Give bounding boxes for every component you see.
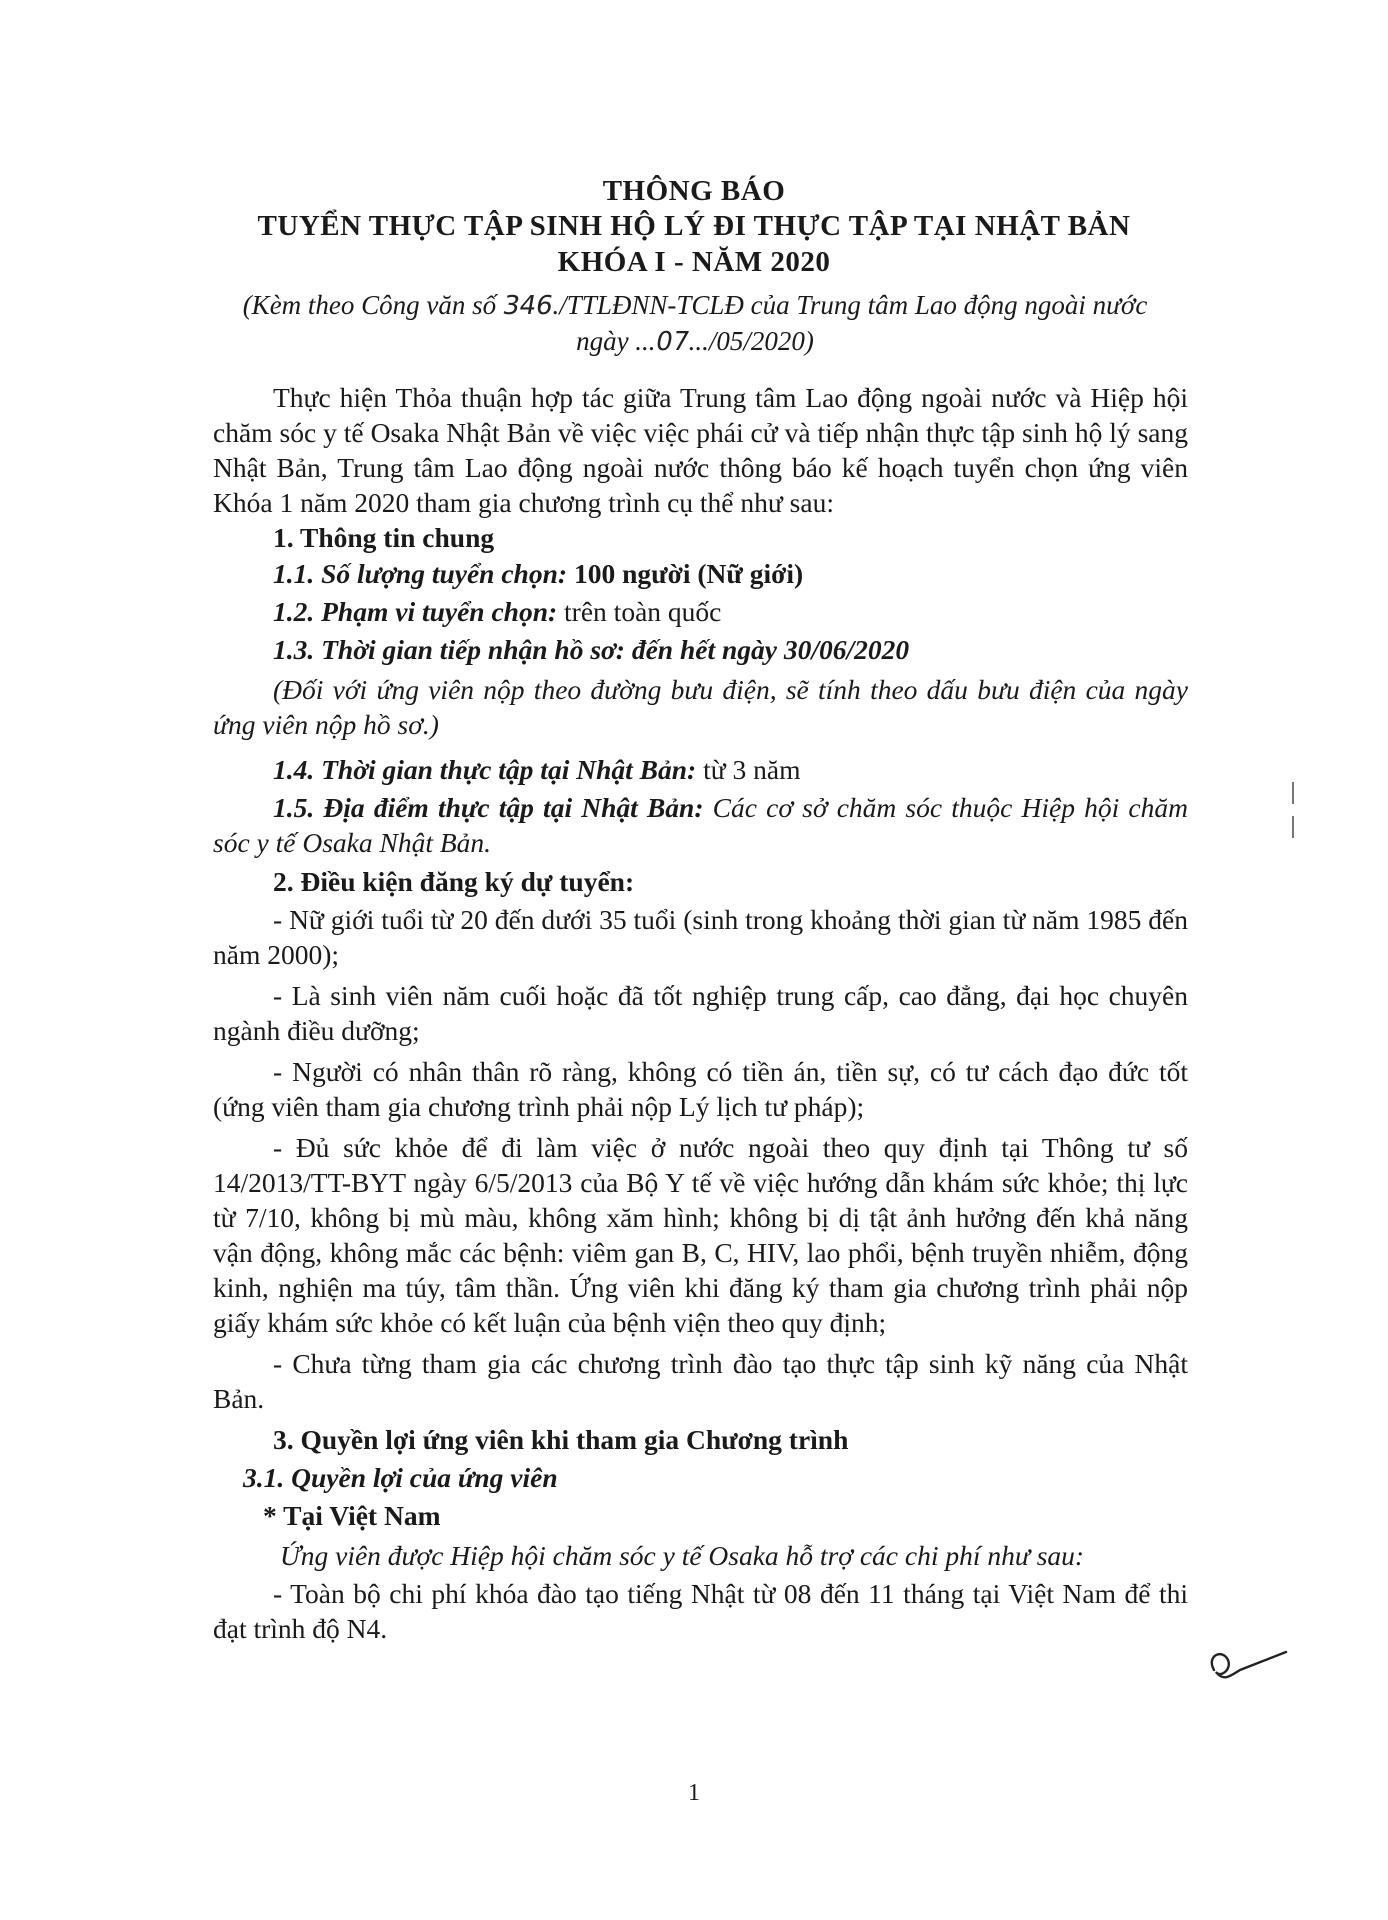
notice-course: KHÓA I - NĂM 2020 — [557, 246, 831, 278]
section2-item5: - Chưa từng tham gia các chương trình đào tạo thực tập sinh kỹ năng của Nhật Bản. — [213, 1348, 1188, 1414]
reference-line — [175, 290, 1215, 321]
notice-subtitle: TUYỂN THỰC TẬP SINH HỘ LÝ ĐI THỰC TẬP TẠI NHẬT BẢN — [257, 210, 1131, 242]
section2-item3: - Người có nhân thân rõ ràng, không có tiền án, tiền sự, có tư cách đạo đức tốt (ứng viên tham gia chương trình phải nộp Lý lịch tư pháp); — [213, 1056, 1188, 1122]
section1-item3-note: (Đối với ứng viên nộp theo đường bưu điện, sẽ tính theo dấu bưu điện của ngày ứng viên nộp hồ sơ.) — [213, 674, 1188, 740]
vn-intro: Ứng viên được Hiệp hội chăm sóc y tế Osaka hỗ trợ các chi phí như sau: — [280, 1540, 1085, 1571]
section3-sub1: 3.1. Quyền lợi của ứng viên — [243, 1462, 558, 1493]
section3-title: 3. Quyền lợi ứng viên khi tham gia Chương trình — [273, 1424, 849, 1455]
page-number: 1 — [688, 1780, 700, 1806]
section1-item2 — [273, 594, 721, 629]
reference-date-suffix: .../05/2020) — [688, 326, 814, 356]
scan-mark — [1290, 780, 1296, 840]
item1-value: 100 người (Nữ giới) — [567, 558, 804, 589]
reference-date-prefix: ngày ... — [576, 326, 656, 356]
section1-title: 1. Thông tin chung — [273, 522, 495, 553]
item2-label: 1.2. Phạm vi tuyển chọn: — [273, 596, 558, 627]
intro-paragraph: Thực hiện Thỏa thuận hợp tác giữa Trung tâm Lao động ngoài nước và Hiệp hội chăm sóc y tế Osaka Nhật Bản về việc việc phái cử và tiếp nhận thực tập sinh hộ lý sang Nhật Bản, Trung tâm Lao động ngoài nước thông báo kế hoạch tuyển chọn ứng viên Khóa 1 năm 2020 tham gia chương trình cụ thể như sau: — [213, 382, 1188, 518]
section2-item4: - Đủ sức khỏe để đi làm việc ở nước ngoài theo quy định tại Thông tư số 14/2013/TT-BYT ngày 6/5/2013 của Bộ Y tế về việc hướng dẫn khám sức khỏe; thị lực từ 7/10, không bị mù màu, không xăm hình; không bị dị tật ảnh hưởng đến khả năng vận động, không mắc các bệnh: viêm gan B, C, HIV, lao phổi, bệnh truyền nhiễm, động kinh, nghiện ma túy, tâm thần. Ứng viên khi đăng ký tham gia chương trình phải nộp giấy khám sức khỏe có kết luận của bệnh viện theo quy định; — [213, 1132, 1188, 1338]
item5-label: 1.5. Địa điểm thực tập tại Nhật Bản: — [273, 792, 704, 823]
item4-label: 1.4. Thời gian thực tập tại Nhật Bản: — [273, 754, 697, 785]
section1-item1 — [273, 556, 803, 591]
reference-prefix: (Kèm theo Công văn số — [242, 290, 497, 320]
item4-value: từ 3 năm — [696, 754, 801, 785]
reference-date — [175, 326, 1215, 357]
signature-mark — [1200, 1630, 1290, 1700]
section2-item2: - Là sinh viên năm cuối hoặc đã tốt nghiệp trung cấp, cao đẳng, đại học chuyên ngành điều dưỡng; — [213, 980, 1188, 1046]
section2-title: 2. Điều kiện đăng ký dự tuyển: — [273, 866, 635, 897]
reference-suffix: ./TTLĐNN-TCLĐ của Trung tâm Lao động ngoài nước — [552, 290, 1148, 320]
section1-item3: 1.3. Thời gian tiếp nhận hồ sơ: đến hết ngày 30/06/2020 — [273, 634, 910, 665]
handwritten-day: 07 — [652, 327, 692, 357]
vn-item1: - Toàn bộ chi phí khóa đào tạo tiếng Nhật từ 08 đến 11 tháng tại Việt Nam để thi đạt trình độ N4. — [213, 1578, 1188, 1644]
vn-heading: * Tại Việt Nam — [263, 1500, 441, 1531]
section2-item1: - Nữ giới tuổi từ 20 đến dưới 35 tuổi (sinh trong khoảng thời gian từ năm 1985 đến năm 2000); — [213, 904, 1188, 970]
item5-value: Các cơ sở chăm sóc thuộc Hiệp hội chăm sóc y tế Osaka Nhật Bản. — [213, 792, 1188, 858]
section1-item4 — [273, 752, 800, 787]
notice-title: THÔNG BÁO — [602, 175, 786, 207]
item1-label: 1.1. Số lượng tuyển chọn: — [273, 558, 568, 589]
handwritten-number: 346 — [500, 291, 556, 321]
item2-value: trên toàn quốc — [557, 596, 722, 627]
section1-item5 — [213, 790, 1188, 860]
